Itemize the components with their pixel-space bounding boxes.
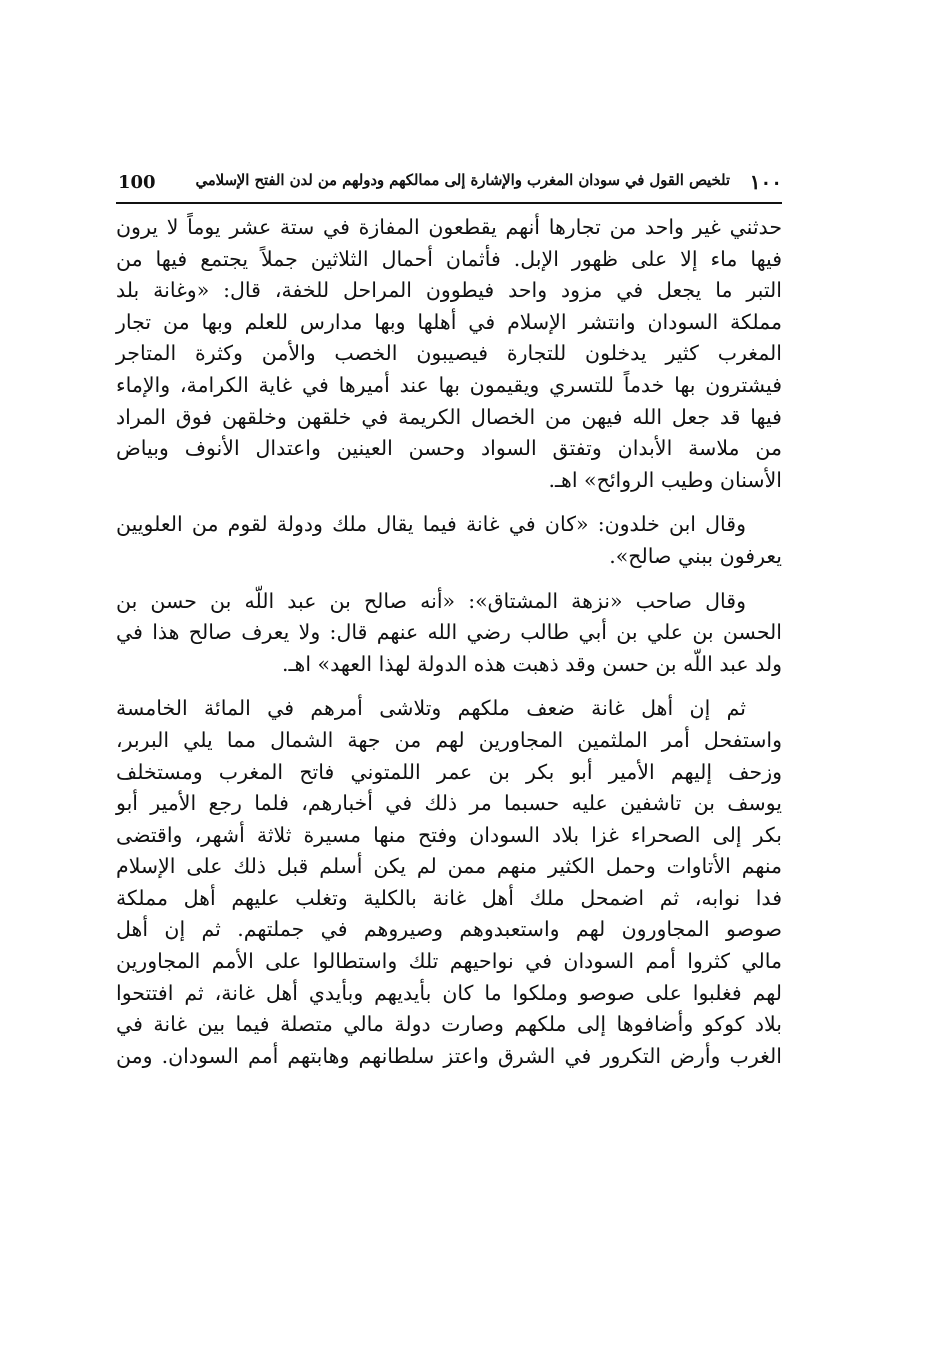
text-line: الغرب وأرض التكرور في الشرق واعتز سلطانهم وهابتهم أمم السودان. ومن <box>116 1043 782 1068</box>
text-line: منهم الأتاوات وحمل الكثير منهم ممن لم يكن أسلم قبل ذلك على الإسلام <box>116 854 782 879</box>
text-line: فيها ماء إلا على ظهور الإبل. فأثمان أحمال الثلاثين جملاً يجتمع فيها من <box>116 246 782 271</box>
text-line: المغرب كثير يدخلون للتجارة فيصيبون الخصب والأمن وكثرة المتاجر <box>116 341 782 366</box>
paragraph <box>116 509 782 572</box>
page-header <box>116 168 782 204</box>
paragraph <box>116 212 782 496</box>
text-line: يعرفون ببني صالح». <box>609 543 782 568</box>
text-line: صوصو المجاورون لهم واستعبدوهم وصيروهم في جملتهم. ثم إن أهل <box>116 917 782 942</box>
text-line: فدا نوابه، ثم اضمحل ملك أهل غانة بالكلية وتغلب عليهم أهل مملكة <box>116 885 782 910</box>
text-line: ثم إن أهل غانة ضعف ملكهم وتلاشى أمرهم في المائة الخامسة <box>116 696 746 721</box>
paragraph <box>116 586 782 681</box>
text-line: بكر إلى الصحراء غزا بلاد السودان وفتح منها مسيرة ثلاثة أشهر، واقتضى <box>116 822 782 847</box>
page-number-arabic: ١٠٠ <box>749 170 782 194</box>
paragraph <box>116 693 782 1072</box>
text-line: بلاد كوكو وأضافوها إلى ملكهم وصارت دولة مالي متصلة فيما بين غانة في <box>116 1012 782 1037</box>
text-line: فيها قد جعل الله فيهن من الخصال الكريمة في خلقهن وخلقهن فوق المراد <box>116 404 782 429</box>
text-line: وزحف إليهم الأمير أبو بكر بن عمر اللمتوني فاتح المغرب ومستخلف <box>116 759 782 784</box>
running-title: تلخيص القول في سودان المغرب والإشارة إلى ممالكهم ودولهم من لدن الفتح الإسلامي <box>195 172 730 189</box>
text-line: يوسف بن تاشفين عليه حسبما مر ذلك في أخبارهم، فلما رجع الأمير أبو <box>116 791 782 816</box>
text-line: وقال ابن خلدون: «كان في غانة فيما يقال ملك ودولة لقوم من العلويين <box>116 512 746 537</box>
text-line: حدثني غير واحد من تجارها أنهم يقطعون المفازة في ستة عشر يوماً لا يرون <box>116 215 782 239</box>
page-number-latin: 100 <box>118 172 156 193</box>
text-line: الأسنان وطيب الروائح» اهـ. <box>548 467 782 492</box>
text-line: مملكة السودان وانتشر الإسلام في أهلها وبها مدارس للعلم وبها من تجار <box>116 309 782 334</box>
text-line: التبر ما يجعل في مزود واحد فيطوون المراحل للخفة، قال: «وغانة بلد <box>116 278 782 303</box>
text-line: لهم فغلبوا على صوصو وملكوا ما كان بأيديهم وبأيدي أهل غانة، ثم افتتحوا <box>116 980 782 1005</box>
text-line: واستفحل أمر الملثمين المجاورين لهم من جهة الشمال مما يلي البربر، <box>116 727 783 752</box>
text-line: ولد عبد اللّه بن حسن وقد ذهبت هذه الدولة لهذا العهد» اهـ. <box>282 651 782 676</box>
text-line: مالي كثروا أمم السودان في نواحيهم تلك واستطالوا على الأمم المجاورين <box>116 949 782 974</box>
text-line: من ملاسة الأبدان وتفتق السواد وحسن العينين واعتدال الأنوف وبياض <box>116 436 782 461</box>
text-line: فيشترون بها خدماً للتسري ويقيمون بها عند أميرها في غاية الكرامة، والإماء <box>116 372 782 397</box>
text-line: وقال صاحب «نزهة المشتاق»: «أنه صالح بن عبد اللّه بن حسن بن <box>116 588 746 613</box>
text-line: الحسن بن علي بن أبي طالب رضي الله عنهم قال: ولا يعرف صالح هذا في <box>116 620 782 645</box>
body-text <box>116 212 782 1085</box>
